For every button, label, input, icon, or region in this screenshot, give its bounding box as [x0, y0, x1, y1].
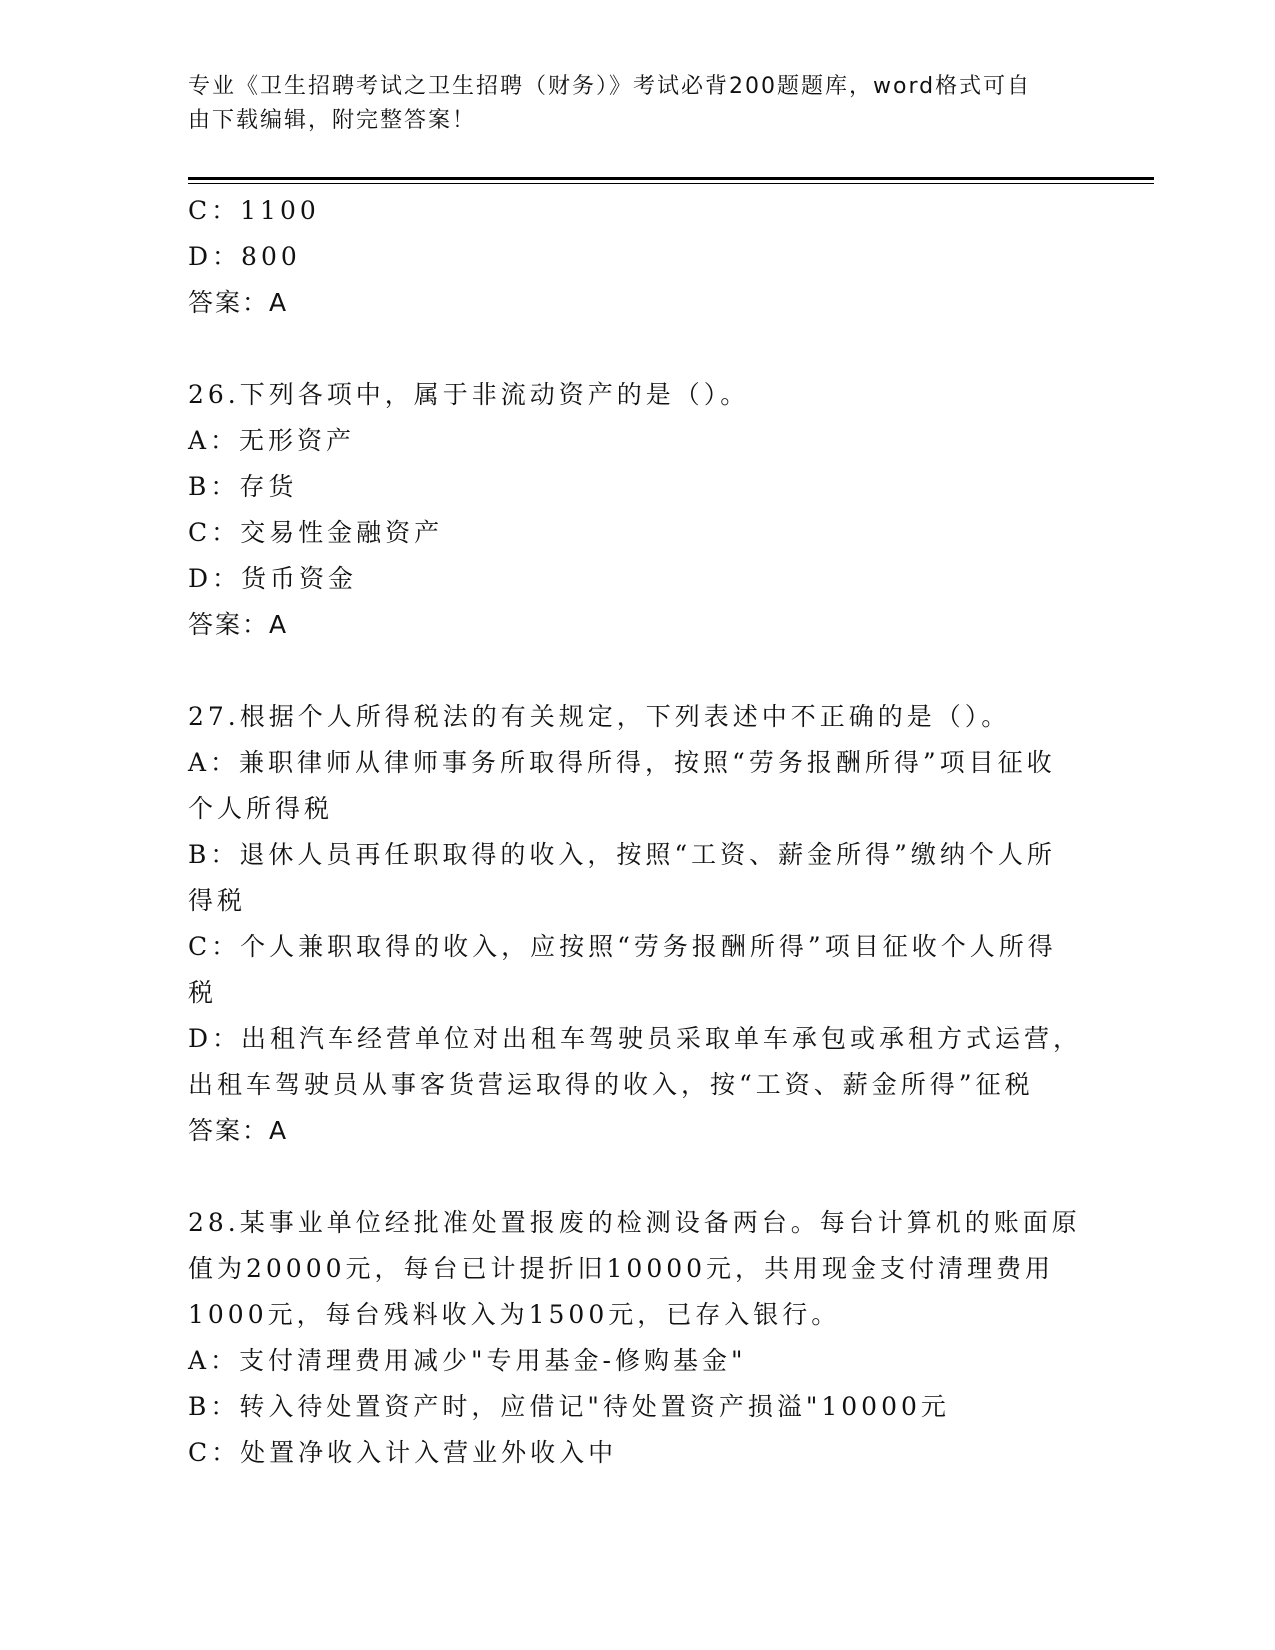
question-26 — [188, 372, 1088, 648]
question-28 — [188, 1200, 1088, 1476]
question-stem-cont: 值为20000元，每台已计提折旧10000元，共用现金支付清理费用 — [188, 1254, 1055, 1283]
option-b: B：退休人员再任职取得的收入，按照“工资、薪金所得”缴纳个人所 — [188, 840, 1056, 869]
answer-line: 答案：A — [188, 1116, 289, 1145]
document-header — [188, 70, 1068, 138]
question-list — [188, 188, 1088, 1476]
option-c-cont: 税 — [188, 978, 218, 1007]
question-stem: 28.某事业单位经批准处置报废的检测设备两台。每台计算机的账面原 — [188, 1208, 1081, 1237]
option-d: D：出租汽车经营单位对出租车驾驶员采取单车承包或承租方式运营， — [188, 1024, 1083, 1053]
option-c: C：交易性金融资产 — [188, 518, 444, 547]
question-25-tail — [188, 188, 1088, 326]
option-a: A：兼职律师从律师事务所取得所得，按照“劳务报酬所得”项目征收 — [188, 748, 1056, 777]
header-divider-thick — [188, 177, 1154, 180]
option-b: B：转入待处置资产时，应借记"待处置资产损溢"10000元 — [188, 1392, 950, 1421]
option-c: C：处置净收入计入营业外收入中 — [188, 1438, 618, 1467]
header-divider-thin — [188, 183, 1154, 184]
option-a: A：无形资产 — [188, 426, 356, 455]
option-d-cont: 出租车驾驶员从事客货营运取得的收入，按“工资、薪金所得”征税 — [188, 1070, 1034, 1099]
header-line-2: 由下载编辑，附完整答案！ — [188, 108, 477, 133]
option-d: D：货币资金 — [188, 564, 358, 593]
header-line-1: 专业《卫生招聘考试之卫生招聘（财务）》考试必背200题题库，word格式可自 — [188, 74, 1032, 99]
option-b: B：存货 — [188, 472, 298, 501]
answer-line: 答案：A — [188, 610, 289, 639]
option-a: A：支付清理费用减少"专用基金-修购基金" — [188, 1346, 747, 1375]
question-stem: 27.根据个人所得税法的有关规定，下列表述中不正确的是（）。 — [188, 702, 1011, 731]
option-b-cont: 得税 — [188, 886, 247, 915]
answer-line: 答案：A — [188, 288, 289, 317]
option-d: D：800 — [188, 242, 301, 271]
question-27 — [188, 694, 1088, 1154]
question-stem: 26.下列各项中，属于非流动资产的是（）。 — [188, 380, 750, 409]
option-c: C：1100 — [188, 196, 320, 225]
option-a-cont: 个人所得税 — [188, 794, 334, 823]
question-stem-cont: 1000元，每台残料收入为1500元，已存入银行。 — [188, 1300, 841, 1329]
option-c: C：个人兼职取得的收入，应按照“劳务报酬所得”项目征收个人所得 — [188, 932, 1057, 961]
